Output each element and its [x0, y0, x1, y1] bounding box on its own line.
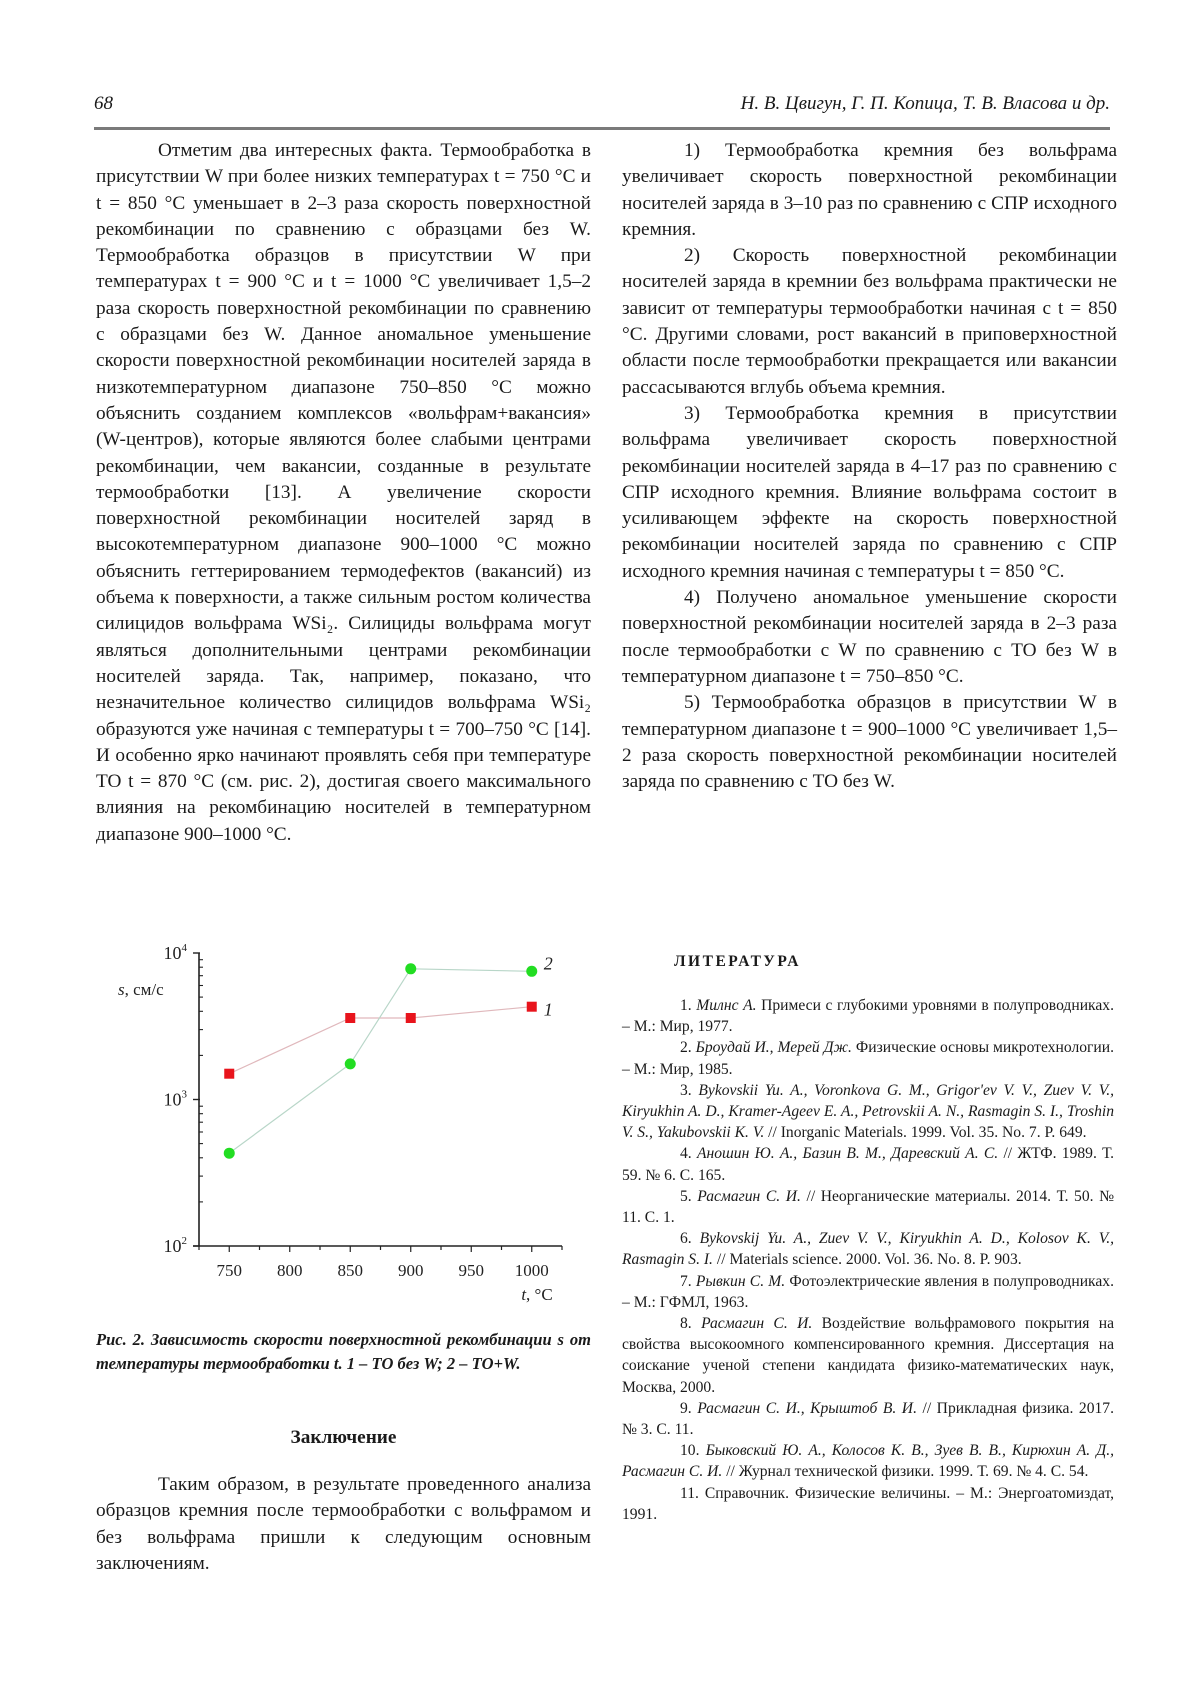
reference-number: 9. [680, 1399, 698, 1417]
running-head-authors: Н. В. Цвигун, Г. П. Копица, Т. В. Власова и др. [740, 93, 1110, 114]
x-tick-label: 900 [398, 1261, 424, 1280]
y-tick-label: $10^3$ [163, 1088, 187, 1110]
references-heading: ЛИТЕРАТУРА [674, 953, 801, 970]
body-paragraph: Отметим два интересных факта. Термообработка в присутствии W при более низких температурах t = 750 °C и t = 850 °C уменьшает в 2–3 раза скорость поверхностной рекомбинации по сравнению с образцами без W. Термообработка образцов в присутствии W при температурах t = 900 °C и t = 1000 °C увеличивает 1,5–2 раза скорость поверхностной рекомбинации по сравнению с образцами без W. Данное аномальное уменьшение скорости поверхностной рекомбинации носителей заряда в низкотемпературном диапазоне 750–850 °C можно объяснить созданием комплексов «вольфрам+вакансия» (W-центров), которые являются более слабыми центрами рекомбинации, чем вакансии, созданные в результате термообработки [13]. А увеличение скорости поверхностной рекомбинации носителей заряд в высокотемпературном диапазоне 900–1000 °C можно объяснить геттерированием термодефектов (вакансий) из объема к поверхности, а также сильным ростом количества силицидов вольфрама WSi₂. Силициды вольфрама могут являться дополнительными центрами рекомбинации носителей заряда. Так, например, показано, что незначительное количество силицидов вольфрама WSi₂ образуются уже начиная с температуры t = 700–750 °C [14]. И особенно ярко начинают проявлять себя при температуре ТО t = 870 °C (см. рис. 2), достигая своего максимального влияния на рекомбинацию носителей в температурном диапазоне 900–1000 °C. [96, 140, 591, 845]
reference-authors: Броудай И., Мерей Дж. [695, 1039, 852, 1057]
reference-item [622, 1080, 1114, 1144]
references-list [622, 995, 1114, 1525]
reference-number: 1. [680, 997, 697, 1014]
reference-number: 4. [680, 1145, 697, 1163]
page-number: 68 [94, 93, 113, 114]
reference-number: 10. [680, 1442, 706, 1460]
reference-text: Фотоэлектрические явления в полупроводниках. – М.: ГФМЛ, 1963. [622, 1272, 1114, 1311]
reference-number: 6. [680, 1230, 700, 1248]
reference-item [622, 1228, 1114, 1270]
reference-text: Воздействие вольфрамового покрытия на свойства высокоомного компенсированного кремния. Диссертация на соискание ученой степени кандидата физико-математических наук, Москва, 2000. [622, 1315, 1114, 1396]
conclusion-item: 2) Скорость поверхностной рекомбинации носителей заряда в кремнии без вольфрама практически не зависит от температуры термообработки начиная с t = 850 °C. Другими словами, рост вакансий в приповерхностной области после термообработки прекращается или вакансии рассасываются вглубь объема кремния. [622, 245, 1117, 398]
x-tick-label: 1000 [514, 1261, 549, 1280]
x-tick-label: 850 [337, 1261, 363, 1280]
conclusion-body [96, 1472, 591, 1577]
reference-text: Примеси с глубокими уровнями в полупроводниках. – М.: Мир, 1977. [622, 997, 1114, 1036]
reference-number: 11. [680, 1484, 705, 1502]
chart [100, 935, 580, 1315]
y-axis-label: s, см/с [118, 980, 164, 999]
x-tick-label: 800 [277, 1261, 303, 1280]
reference-authors: Bykovskii Yu. A., Voronkova G. M., Grigor'ev V. V., Zuev V. V., Kiryukhin A. D., Kramer-Ageev E. A., Petrovskii A. N., Rasmagin S. I., Troshin V. S., Yakubovskii K. V. [622, 1081, 1115, 1142]
reference-authors: Расмагин С. И. [697, 1187, 801, 1205]
x-tick-label: 750 [216, 1261, 242, 1280]
reference-item [622, 1483, 1114, 1525]
reference-item [622, 1271, 1114, 1313]
conclusion-item: 4) Получено аномальное уменьшение скорости поверхностной рекомбинации носителей заряда в 2–3 раза после термообработки с W по сравнению с ТО без W в температурном диапазоне t = 750–850 °C. [622, 587, 1117, 687]
left-column [96, 138, 591, 848]
reference-number: 3. [680, 1081, 699, 1099]
reference-number: 8. [680, 1315, 702, 1333]
x-tick-label: 950 [458, 1261, 484, 1280]
conclusion-item: 3) Термообработка кремния в присутствии вольфрама увеличивает скорость поверхностной рекомбинации носителей заряда в 4–17 раз по сравнению с СПР исходного кремния. Влияние вольфрама состоит в усиливающем эффекте на скорость поверхностной рекомбинации носителей заряда по сравнению с СПР исходного кремния начиная с температуры t = 850 °C. [622, 402, 1117, 582]
reference-text: Физические основы микротехнологии. – М.: Мир, 1985. [622, 1039, 1115, 1078]
figure-caption: Рис. 2. Зависимость скорости поверхностной рекомбинации s от температуры термообработки t. 1 – ТО без W; 2 – ТО+W. [96, 1330, 591, 1373]
conclusion-heading: Заключение [290, 1427, 397, 1448]
reference-authors: Быковский Ю. А., Колосов К. В., Зуев В. В., Кирюхин А. Д., Расмагин С. И. [622, 1442, 1115, 1481]
series-2-legend-label: 2 [543, 953, 553, 974]
figure-2 [100, 935, 580, 1315]
series-2-point [224, 1148, 235, 1159]
reference-authors: Bykovskij Yu. A., Zuev V. V., Kiryukhin A. D., Kolosov K. V., Rasmagin S. I. [622, 1230, 1115, 1269]
series-1-legend-label: 1 [543, 999, 553, 1020]
reference-authors: Расмагин С. И. [701, 1315, 813, 1333]
reference-item [622, 1037, 1114, 1079]
reference-item [622, 1440, 1114, 1482]
reference-text: // ЖТФ. 1989. Т. 59. № 6. С. 165. [622, 1145, 1114, 1184]
reference-item [622, 1313, 1114, 1398]
series-1-point [345, 1013, 355, 1023]
reference-number: 2. [680, 1039, 696, 1057]
reference-text: Справочник. Физические величины. – М.: Энергоатомиздат, 1991. [622, 1484, 1114, 1523]
reference-authors: Милнс А. [696, 997, 757, 1014]
conclusion-item: 5) Термообработка образцов в присутствии W в температурном диапазоне t = 900–1000 °C увеличивает 1,5–2 раза скорость поверхностной рекомбинации носителей заряда по сравнению с ТО без W. [622, 692, 1117, 793]
reference-authors: Рывкин С. М. [695, 1272, 786, 1290]
conclusion-item: 1) Термообработка кремния без вольфрама увеличивает скорость поверхностной рекомбинации носителей заряда в 3–10 раз по сравнению с СПР исходного кремния. [622, 140, 1117, 240]
conclusion-paragraph: Таким образом, в результате проведенного анализа образцов кремния после термообработки с вольфрамом и без вольфрама пришли к следующим основным заключениям. [96, 1474, 591, 1574]
reference-item [622, 1143, 1114, 1185]
y-tick-label: $10^4$ [163, 942, 187, 963]
reference-number: 5. [680, 1187, 698, 1205]
reference-text: // Materials science. 2000. Vol. 36. No. 8. P. 903. [716, 1251, 1022, 1269]
right-column [622, 138, 1117, 795]
series-1-point [406, 1013, 416, 1023]
reference-text: // Inorganic Materials. 1999. Vol. 35. No. 7. P. 649. [768, 1124, 1087, 1142]
x-axis-label: t, °C [521, 1285, 553, 1304]
series-2-point [345, 1058, 356, 1069]
reference-item [622, 1186, 1114, 1228]
series-2-line [229, 969, 532, 1153]
page-header [94, 93, 1110, 121]
series-1-point [527, 1002, 537, 1012]
reference-item [622, 1398, 1114, 1440]
reference-item [622, 995, 1114, 1037]
header-divider [94, 127, 1110, 130]
reference-text: // Неорганические материалы. 2014. Т. 50. № 11. С. 1. [622, 1187, 1114, 1227]
series-1-point [224, 1069, 234, 1079]
reference-number: 7. [680, 1272, 696, 1290]
reference-text: // Журнал технической физики. 1999. Т. 69. № 4. С. 54. [726, 1463, 1089, 1481]
reference-text: // Прикладная физика. 2017. № 3. С. 11. [622, 1399, 1114, 1439]
reference-authors: Аношин Ю. А., Базин В. М., Даревский А. С. [696, 1145, 999, 1163]
series-2-point [405, 963, 416, 974]
y-tick-label: $10^2$ [163, 1235, 187, 1256]
series-2-point [526, 966, 537, 977]
reference-authors: Расмагин С. И., Крыштоб В. И. [697, 1399, 917, 1417]
